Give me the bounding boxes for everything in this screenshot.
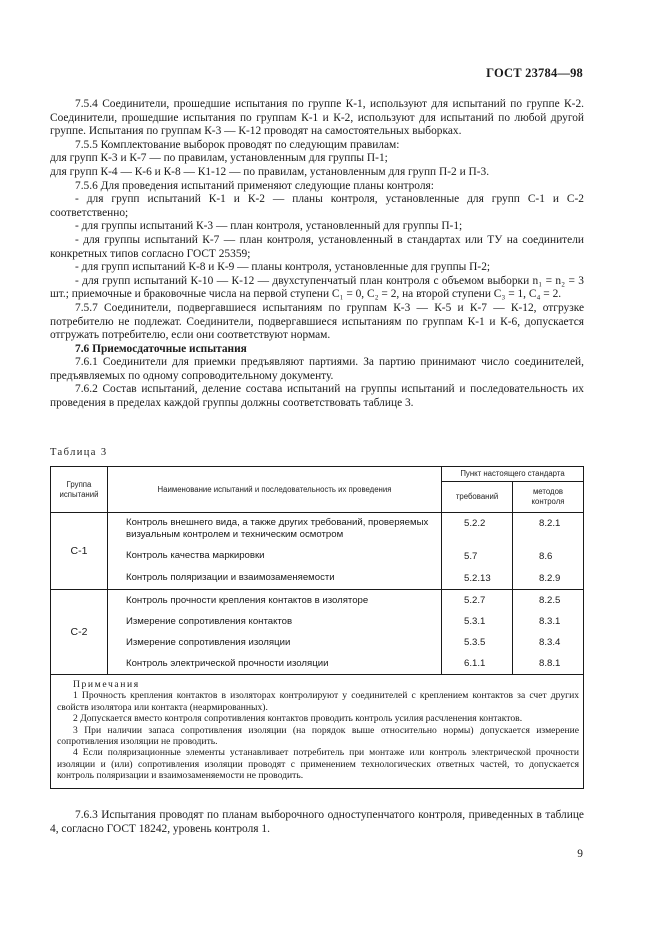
method-clause: 8.8.1 — [513, 653, 584, 675]
paragraph-7-5-5: 7.5.5 Комплектование выборок проводят по следующим правилам: — [75, 138, 400, 151]
req-clause: 5.2.13 — [442, 567, 513, 590]
after-table-text — [50, 808, 584, 836]
table-row — [51, 590, 584, 612]
header-methods: методов контроля — [513, 482, 584, 513]
req-clause: 5.2.7 — [442, 590, 513, 612]
notes-row — [51, 675, 584, 789]
plan-item-4: - для групп испытаний К-8 и К-9 — планы контроля, установленные для группы П-2; — [75, 261, 491, 274]
req-clause: 6.1.1 — [442, 653, 513, 675]
page-number: 9 — [577, 848, 583, 860]
method-clause: 8.3.4 — [513, 632, 584, 653]
note-1: 1 Прочность крепления контактов в изоляторах контролируют у соединителей с креплением контактов за счет других свойств изолятора или контакта (неармированных). — [57, 690, 579, 713]
method-clause: 8.2.1 — [513, 513, 584, 546]
group-cell: С-1 — [51, 513, 108, 590]
table-row — [51, 611, 584, 632]
plan-item-5: - для групп испытаний К-10 — К-12 — двухступенчатый план контроля с объемом выборки n₁ = n₂ = 3 шт.; приемочные и браковочные числа на первой ступени C₁ = 0, C₂ = 2, на второй ступени C₃ = 1, C₄ = 2. — [50, 274, 584, 301]
test-name: Контроль качества маркировки — [108, 545, 442, 567]
test-name: Контроль прочности крепления контактов в изоляторе — [108, 590, 442, 612]
header-name: Наименование испытаний и последовательность их проведения — [108, 467, 442, 513]
req-clause: 5.3.5 — [442, 632, 513, 653]
document-header: ГОСТ 23784—98 — [486, 66, 583, 80]
header-clause: Пункт настоящего стандарта — [442, 467, 584, 482]
table-caption: Таблица 3 — [50, 447, 108, 458]
header-group: Группа испытаний — [51, 467, 108, 513]
paragraph-rule-2: для групп К-4 — К-6 и К-8 — К1-12 — по правилам, установленным для групп П-2 и П-3. — [50, 165, 490, 178]
req-clause: 5.3.1 — [442, 611, 513, 632]
test-name: Контроль электрической прочности изоляции — [108, 653, 442, 675]
paragraph-7-6-2: 7.6.2 Состав испытаний, деление состава испытаний на группы испытаний и последовательность их проведения в пределах каждой группы должны соответствовать таблице 3. — [50, 383, 584, 410]
plan-item-3: - для группы испытаний К-7 — план контроля, установленный в стандартах или ТУ на соединители конкретных типов согласно ГОСТ 25359; — [50, 233, 584, 260]
plan-item-2: - для группы испытаний К-3 — план контроля, установленный для группы П-1; — [75, 220, 463, 233]
notes-cell — [51, 675, 584, 789]
paragraph-7-5-7: 7.5.7 Соединители, подвергавшиеся испытаниям по группам К-3 — К-5 и К-7 — К-12, отгрузке потребителю не подлежат. Соединители, подвергавшиеся испытаниям по группам К-1 и К-6, допускается отгружать потребителю, если они соответствуют нормам. — [50, 301, 584, 342]
req-clause: 5.2.2 — [442, 513, 513, 546]
method-clause: 8.3.1 — [513, 611, 584, 632]
test-name: Измерение сопротивления контактов — [108, 611, 442, 632]
paragraph-rule-1: для групп К-3 и К-7 — по правилам, установленным для группы П-1; — [50, 152, 388, 165]
table-row — [51, 632, 584, 653]
table-row — [51, 545, 584, 567]
table-row — [51, 567, 584, 590]
plan-item-1: - для групп испытаний К-1 и К-2 — планы контроля, установленные для групп С-1 и С-2 соответственно; — [50, 193, 584, 219]
method-clause: 8.2.9 — [513, 567, 584, 590]
note-4: 4 Если поляризационные элементы устанавливает потребитель при монтаже или контроль электрической прочности изоляции и (или) сопротивления изоляции проводят с применением технологических ответных частей, то допускается контроль поляризации и взаимозаменяемости не проводить. — [57, 747, 579, 782]
test-name: Контроль внешнего вида, а также других требований, проверяемых визуальным контролем и техническим осмотром — [108, 513, 442, 546]
section-heading-7-6: 7.6 Приемосдаточные испытания — [75, 342, 247, 355]
method-clause: 8.6 — [513, 545, 584, 567]
header-requirements: требований — [442, 482, 513, 513]
paragraph-7-6-1: 7.6.1 Соединители для приемки предъявляют партиями. За партию принимают число соединителей, предъявляемых по одному сопроводительному документу. — [50, 356, 584, 382]
test-name: Измерение сопротивления изоляции — [108, 632, 442, 653]
notes-title: Примечания — [73, 679, 140, 690]
paragraph-7-6-3: 7.6.3 Испытания проводят по планам выборочного одноступенчатого контроля, приведенных в таблице 4, согласно ГОСТ 18242, уровень контроля 1. — [50, 809, 584, 835]
note-3: 3 При наличии запаса сопротивления изоляции (на порядок выше относительно нормы) допускается измерение сопротивления изоляции не проводить. — [57, 724, 579, 748]
req-clause: 5.7 — [442, 545, 513, 567]
table-3 — [50, 466, 584, 789]
note-2: 2 Допускается вместо контроля сопротивления контактов проводить контроль усилия расчленения контактов. — [73, 713, 523, 725]
main-text — [50, 98, 584, 411]
method-clause: 8.2.5 — [513, 590, 584, 612]
paragraph-7-5-4: 7.5.4 Соединители, прошедшие испытания по группе К-1, используют для испытаний по группе К-2. Соединители, прошедшие испытания по группам К-1 и К-2, используют для испытаний по любой другой группе. Испытания по группам К-3 — К-12 проводят на самостоятельных выборках. — [50, 98, 584, 138]
table-row — [51, 513, 584, 546]
group-cell: С-2 — [51, 590, 108, 675]
table-row — [51, 653, 584, 675]
paragraph-7-5-6: 7.5.6 Для проведения испытаний применяют следующие планы контроля: — [75, 179, 434, 192]
test-name: Контроль поляризации и взаимозаменяемости — [108, 567, 442, 590]
